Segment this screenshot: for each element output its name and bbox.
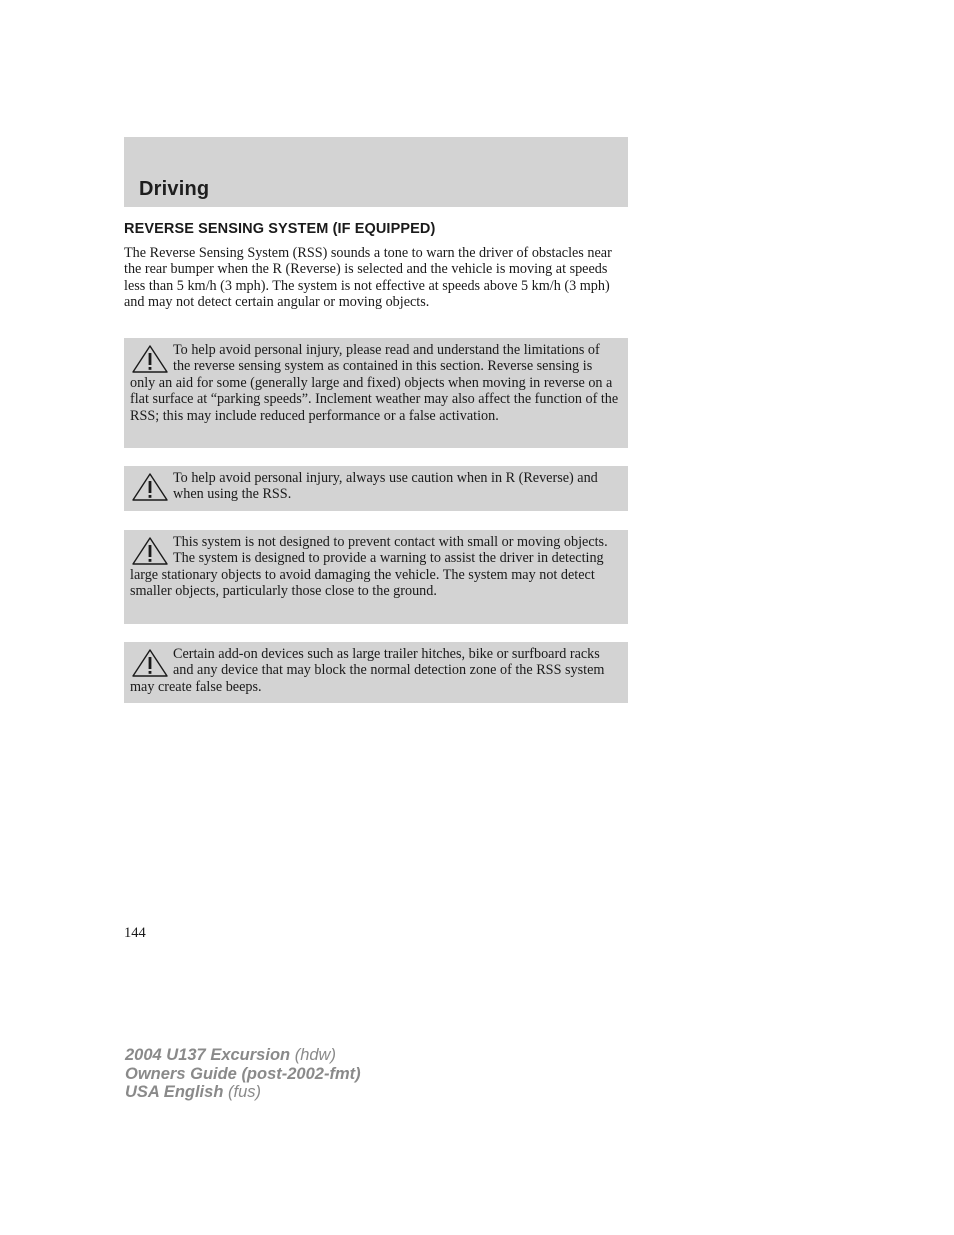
warning-box-4 (124, 642, 628, 703)
footer-guide: Owners Guide (post-2002-fmt) (125, 1064, 361, 1083)
footer-line-2 (125, 1065, 361, 1084)
section-header-band (124, 137, 628, 207)
warning-text-4: Certain add-on devices such as large trailer hitches, bike or surfboard racks and any device that may block the normal detection zone of the RSS system may create false beeps. (130, 646, 605, 695)
warning-box-3 (124, 530, 628, 624)
document-footer (125, 1046, 361, 1102)
footer-language: USA English (125, 1083, 224, 1102)
footer-model: 2004 U137 Excursion (125, 1046, 291, 1064)
warning-triangle-icon (130, 648, 170, 678)
warning-box-1 (124, 338, 628, 448)
warning-triangle-icon (130, 536, 170, 566)
chapter-title: Driving (139, 178, 210, 200)
warning-text-1: To help avoid personal injury, please read and understand the limitations of the reverse sensing system as contained in this section. Reverse sensing is only an aid for some (generally large and fixed) objects when moving in reverse on a flat surface at “parking speeds”. Inclement weather may also affect the function of the RSS; this may include reduced performance or a false activation. (130, 342, 619, 424)
footer-model-code: (hdw) (294, 1046, 336, 1064)
footer-line-1 (125, 1046, 361, 1065)
intro-paragraph: The Reverse Sensing System (RSS) sounds a tone to warn the driver of obstacles near the rear bumper when the R (Reverse) is selected and the vehicle is moving at speeds less than 5 km/h (3 mph). The system is not effective at speeds above 5 km/h (3 mph) and may not detect certain angular or moving objects. (124, 245, 612, 311)
page-number: 144 (124, 925, 146, 941)
warning-box-2 (124, 466, 628, 511)
warning-triangle-icon (130, 472, 170, 502)
warning-text-3: This system is not designed to prevent contact with small or moving objects. The system is designed to provide a warning to assist the driver in detecting large stationary objects to avoid damaging the vehicle. The system may not detect smaller objects, particularly those close to the ground. (130, 534, 608, 600)
warning-text-2: To help avoid personal injury, always use caution when in R (Reverse) and when using the RSS. (173, 470, 598, 503)
warning-triangle-icon (130, 344, 170, 374)
section-heading: REVERSE SENSING SYSTEM (IF EQUIPPED) (124, 221, 436, 237)
footer-line-3 (125, 1083, 361, 1102)
footer-language-code: (fus) (228, 1083, 261, 1102)
